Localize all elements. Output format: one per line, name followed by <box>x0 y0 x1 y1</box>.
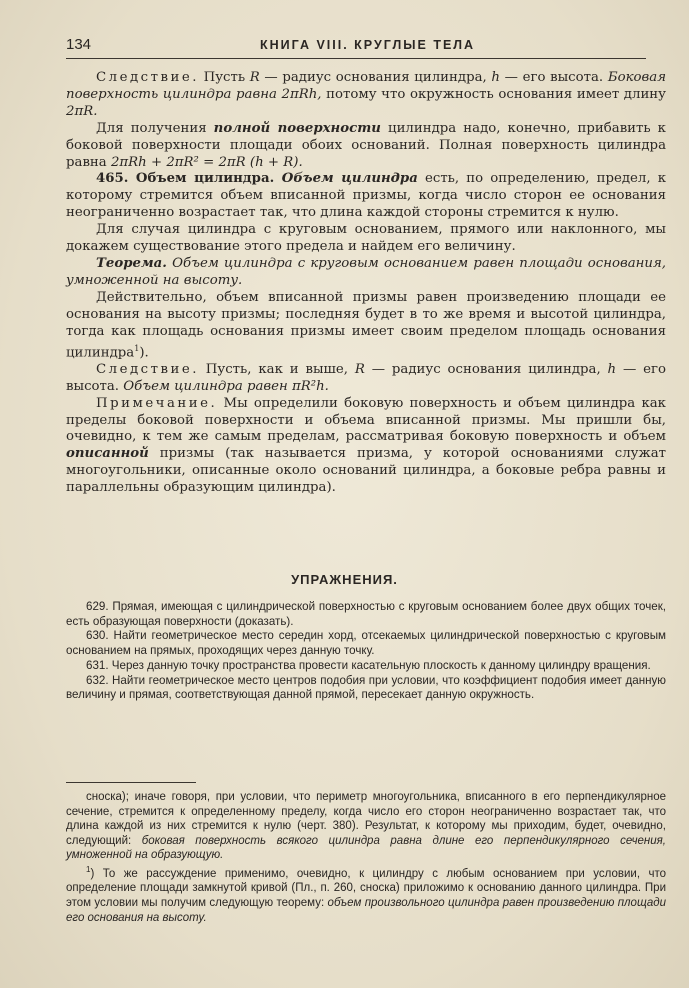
circumscribed-term: описанной <box>66 446 149 462</box>
section-title: Объем цилиндра. <box>128 171 275 187</box>
text-run: — радиус основания цилиндра, <box>364 361 608 377</box>
volume-term: Объем цилиндра <box>274 171 418 187</box>
paragraph-corollary-1 <box>66 70 666 121</box>
text-run: ) То же рассуждение применимо, очевидно, к цилиндру с любым основанием при условии, что определение площади замкнутой кривой (Пл., п. 260, сноска) приложимо к основанию данного цилиндра. При этом условии мы получим следующую теорему: <box>66 867 666 909</box>
text-run: — его высота. <box>499 70 608 85</box>
footnote-conclusion: боковая поверхность всякого цилиндра равна длине его перпендикулярного сечения, умноженной на образующую. <box>66 834 666 862</box>
text-run: есть, по определению, предел, к которому стремится объем вписанной призмы, когда число сторон ее основания неограниченно возрастает так, что длина каждой стороны стремится к нулю. <box>66 171 667 221</box>
footnote-1 <box>66 863 666 925</box>
text-run: Пусть <box>198 70 250 85</box>
theorem-label: Теорема. <box>96 255 167 271</box>
paragraph-proof <box>66 290 666 362</box>
var-h: h <box>491 70 500 85</box>
main-text <box>66 70 666 497</box>
footnote-marker: 1 <box>86 864 91 874</box>
text-run: Мы определили боковую поверхность и объем цилиндра как пределы боковой поверхности и объема вписанной призмы. Мы пришли бы, очевидно, к тем же самым пределам, рассматривая боковую поверхность и объем <box>66 395 666 445</box>
text-run: призмы (так называется призма, у которой основаниями служат многоугольники, описанные около оснований цилиндра, а боковые ребра равны и параллельны образующим цилиндра). <box>66 446 666 496</box>
text-run: потому что окружность основания имеет длину <box>321 86 666 102</box>
exercise-item: 632. Найти геометрическое место центров подобия при условии, что коэффициент подобия имеет данную величину и прямая, соответствующая данной прямой, пересекает данную окружность. <box>66 673 666 702</box>
volume-formula: Объем цилиндра равен πR²h. <box>123 378 329 394</box>
circumference-formula: 2πR. <box>66 103 98 119</box>
text-run: цилиндра надо, конечно, прибавить к боковой поверхности площади обоих оснований. Полная поверхность цилиндра равна <box>66 120 666 170</box>
running-title: КНИГА VIII. КРУГЛЫЕ ТЕЛА <box>260 38 476 52</box>
var-r: R <box>249 70 260 85</box>
remark-label: Примечание. <box>96 395 218 411</box>
theorem-statement: Объем цилиндра с круговым основанием равен площади основания, умноженной на высоту. <box>66 255 666 288</box>
text-run: Действительно, объем вписанной призмы равен произведению площади ее основания на высоту призмы; последняя будет в то же время и высотой цилиндра, тогда как площадь основания призмы имеет своим пределом площадь основания цилиндра <box>66 289 666 360</box>
corollary-label: Следствие. <box>96 70 199 85</box>
var-r: R <box>354 361 365 377</box>
text-run: — радиус основания цилиндра, <box>259 70 492 85</box>
total-surface-formula: 2πRh + 2πR² = 2πR (h + R). <box>110 154 303 170</box>
paragraph-remark <box>66 396 666 497</box>
page-number: 134 <box>66 36 92 53</box>
exercise-item: 629. Прямая, имеющая с цилиндрической поверхностью с круговым основанием более двух общих точек, есть образующая поверхности (доказать). <box>66 600 666 628</box>
exercises-list <box>66 600 666 703</box>
footnote-ref: 1 <box>134 343 140 353</box>
text-run: — его высота. <box>66 361 666 394</box>
var-h: h <box>607 361 617 377</box>
text-run: Для получения <box>96 120 214 136</box>
paragraph-corollary-2 <box>66 362 666 396</box>
exercise-item: 631. Через данную точку пространства провести касательную плоскость к данному цилиндру вращения. <box>86 658 651 672</box>
page-header <box>66 36 646 59</box>
exercises-heading: УПРАЖНЕНИЯ. <box>291 572 398 587</box>
footnote-divider <box>66 782 196 783</box>
paragraph-theorem <box>66 256 666 290</box>
section-number: 465. <box>96 171 129 187</box>
text-run: ). <box>139 344 149 360</box>
lateral-surface-statement: Боковая поверхность цилиндра равна 2πRh, <box>66 70 667 102</box>
total-surface-term: полной поверхности <box>213 120 381 136</box>
exercise-item: 630. Найти геометрическое место середин хорд, отсекаемых цилиндрической поверхностью с круговым основанием на прямых, проходящих через данную точку. <box>66 629 666 658</box>
footnote-continuation <box>66 790 666 863</box>
text-run: сноска); иначе говоря, при условии, что периметр многоугольника, вписанного в его перпендикулярное сечение, стремится к определенному пределу, когда число его сторон неограниченно возрастает так, что длина каждой из них стремится к нулю (черт. 380). Результат, к которому мы приходим, будет, очевидно, следующий: <box>66 791 666 847</box>
paragraph-465-volume <box>66 171 666 222</box>
paragraph-circular-base: Для случая цилиндра с круговым основанием, прямого или наклонного, мы докажем существование этого предела и найдем его величину. <box>66 222 666 255</box>
corollary-label: Следствие. <box>96 361 199 377</box>
footnotes <box>66 790 666 925</box>
footnote-theorem: объем произвольного цилиндра равен произведению площади его основания на высоту. <box>66 896 667 924</box>
paragraph-total-surface <box>66 121 666 172</box>
text-run: Пусть, как и выше, <box>198 361 355 377</box>
